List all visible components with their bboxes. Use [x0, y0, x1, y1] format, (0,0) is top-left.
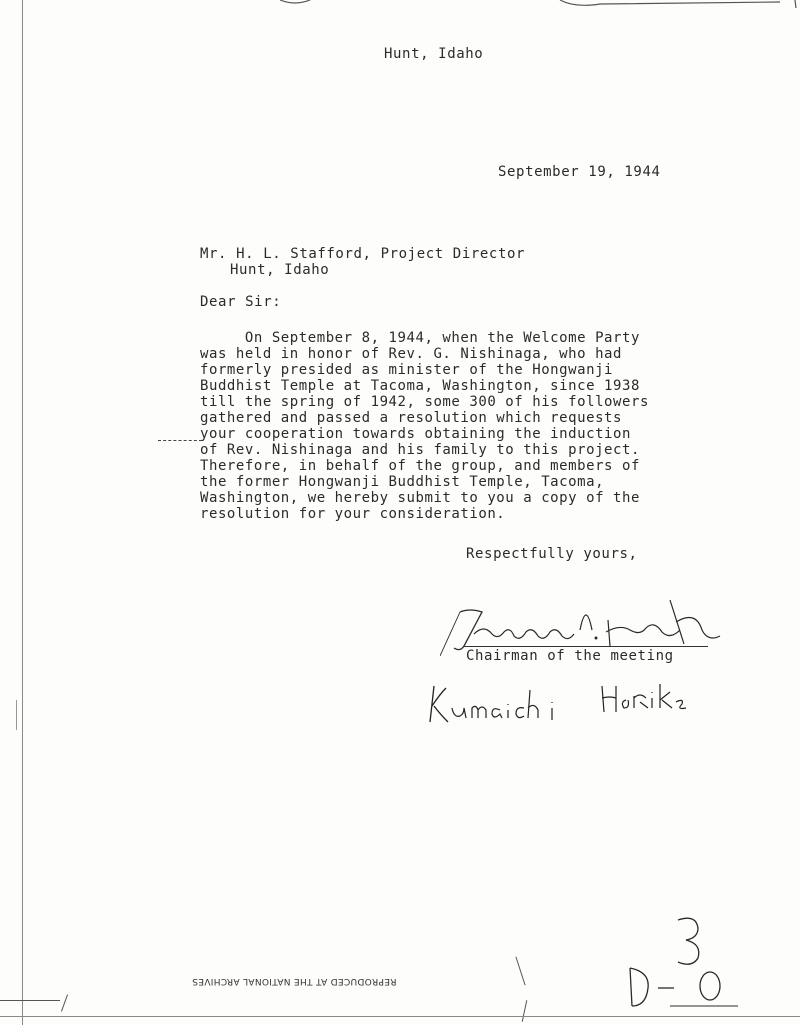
- salutation: Dear Sir:: [200, 294, 282, 310]
- body-line: formerly presided as minister of the Hongwanji: [200, 362, 614, 378]
- body-line: till the spring of 1942, some 300 of his followers: [200, 394, 649, 410]
- addressee-line-2: Hunt, Idaho: [230, 262, 330, 278]
- stray-mark: [0, 1000, 60, 1001]
- body-line: gathered and passed a resolution which requests: [200, 410, 622, 426]
- top-edge-marks: [0, 0, 800, 12]
- body-line: Therefore, in behalf of the group, and members of: [200, 458, 640, 474]
- stray-mark: [61, 994, 68, 1011]
- bottom-edge-rule: [0, 1016, 800, 1017]
- letter-date: September 19, 1944: [498, 164, 661, 180]
- handwritten-name: [420, 672, 700, 732]
- heading-place: Hunt, Idaho: [384, 46, 484, 62]
- body-line: of Rev. Nishinaga and his family to this project.: [200, 442, 640, 458]
- body-line: the former Hongwanji Buddhist Temple, Tacoma,: [200, 474, 605, 490]
- closing: Respectfully yours,: [466, 546, 638, 562]
- body-line: your cooperation towards obtaining the induction: [200, 426, 631, 442]
- archive-code-mark: [610, 910, 740, 1010]
- signature-caption: Chairman of the meeting: [466, 648, 674, 664]
- body-line: On September 8, 1944, when the Welcome Party: [200, 330, 640, 346]
- addressee-line-1: Mr. H. L. Stafford, Project Director: [200, 246, 526, 262]
- left-margin-rule: [22, 0, 23, 1025]
- archives-stamp: REPRODUCED AT THE NATIONAL ARCHIVES: [192, 976, 397, 986]
- body-line: resolution for your consideration.: [200, 506, 506, 522]
- stray-mark: [16, 700, 17, 730]
- stray-mark: [515, 957, 525, 986]
- body-line: Washington, we hereby submit to you a copy of the: [200, 490, 640, 506]
- stray-mark: [522, 1000, 528, 1022]
- body-line: was held in honor of Rev. G. Nishinaga, who had: [200, 346, 622, 362]
- margin-dash-mark: [158, 440, 202, 442]
- signature-rule: [464, 646, 708, 647]
- body-line: Buddhist Temple at Tacoma, Washington, since 1938: [200, 378, 640, 394]
